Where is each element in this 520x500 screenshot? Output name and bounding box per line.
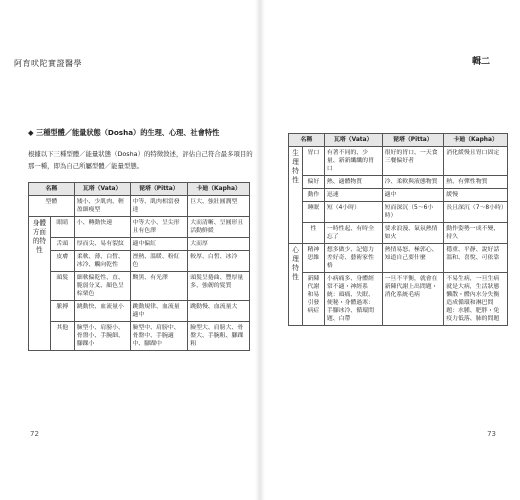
dosha-table-right xyxy=(288,133,508,326)
kapha-cell: 較厚、白皙、冰冷 xyxy=(188,251,250,272)
table-row xyxy=(29,251,250,272)
vata-cell: 小、轉動快速 xyxy=(74,217,130,238)
row-label: 性 xyxy=(302,223,324,244)
vata-cell: 有著不同的、少量、新新纖纖的胃口 xyxy=(324,147,382,176)
running-head: 阿育吠陀實證醫學 xyxy=(14,59,82,68)
kapha-cell: 大而厚 xyxy=(188,238,250,251)
kapha-cell: 長且深沉（7～8小時） xyxy=(444,202,508,223)
kapha-cell: 頭髮呈捲曲、豐厚量多、強韌的髮質 xyxy=(188,272,250,301)
vata-cell: 小病痛多、身體經常不適・神經系統：頭痛、失眠、便秘・身體過寒：手腳冰冷、循環問題、白帶 xyxy=(324,273,382,326)
row-label: 動作 xyxy=(302,189,324,202)
kapha-cell: 消化緩慢且胃口固定 xyxy=(444,147,508,176)
table-row xyxy=(289,147,508,176)
table-row xyxy=(289,189,508,202)
pitta-cell: 黝黑、有光澤 xyxy=(130,272,188,301)
table-row xyxy=(29,301,250,322)
dosha-table-left xyxy=(28,182,250,351)
table-row xyxy=(29,238,250,251)
page-number-right: 73 xyxy=(487,430,496,438)
pitta-cell: 很好的胃口、一天食三餐偏好者 xyxy=(382,147,444,176)
vata-cell: 熱、適體物質 xyxy=(324,176,382,189)
table-row xyxy=(289,223,508,244)
kapha-cell: 穩重、平靜、說好話溫和、喜悅、可依靠 xyxy=(444,244,508,273)
kapha-cell: 大而清晰、呈圓形且活動鮮緩 xyxy=(188,217,250,238)
category-physio: 生理特性 xyxy=(289,147,303,244)
row-label: 眼睛 xyxy=(50,217,74,238)
row-label: 皮膚 xyxy=(50,251,74,272)
row-label: 脈搏 xyxy=(50,301,74,322)
kapha-cell: 動作姿勢一成不變、持久 xyxy=(444,223,508,244)
kapha-cell: 不易生病，一旦生病就是大病，生活狀態懶散・體內水分失衡造成循環和淋巴問題：水腫、肥胖・免疫力低落、肺的問題 xyxy=(444,273,508,326)
vata-cell: 矮小、少肌肉、輕盈細瘦型 xyxy=(74,196,130,217)
row-label: 胃口 xyxy=(302,147,324,176)
book-gutter xyxy=(255,0,265,500)
table-row xyxy=(289,202,508,223)
table-header-row xyxy=(29,183,250,196)
chapter-label: 輯二 xyxy=(471,57,490,67)
table-row xyxy=(289,244,508,273)
pitta-cell: 一旦不平衡，就會在新陳代謝上出問題・消化系統毛病 xyxy=(382,273,444,326)
table-row xyxy=(289,176,508,189)
row-label: 舌頭 xyxy=(50,238,74,251)
header-name: 名稱 xyxy=(29,183,75,196)
row-label: 其他 xyxy=(50,322,74,351)
row-label: 偏好 xyxy=(302,176,324,189)
category-psych: 心理特性 xyxy=(289,244,303,326)
pitta-cell: 熱情易怒、極郭心、知道自己要什麼 xyxy=(382,244,444,273)
vata-cell: 細軟偏乾性、直、脆弱分叉、顏色呈棕栗色 xyxy=(74,272,130,301)
kapha-cell: 跳動慢、血流量大 xyxy=(188,301,250,322)
table-row xyxy=(29,322,250,351)
table-row xyxy=(29,196,250,217)
table-header-row xyxy=(289,134,508,147)
header-pitta: 琵塔（Pitta） xyxy=(382,134,444,147)
pitta-cell: 要求浪漫、氣氛熱情如火 xyxy=(382,223,444,244)
vata-cell: 臉型小、肩膀小、骨盤小、手腕細、腳踝小 xyxy=(74,322,130,351)
vata-cell: 厚而尖、易有裂紋 xyxy=(74,238,130,251)
vata-cell: 柔軟、薄、白皙、冰冷、觸向乾性 xyxy=(74,251,130,272)
kapha-cell: 緩慢 xyxy=(444,189,508,202)
row-label: 精神思維 xyxy=(302,244,324,273)
vata-cell: 迅速 xyxy=(324,189,382,202)
header-kapha: 卡廸（Kapha） xyxy=(444,134,508,147)
pitta-cell: 適中 xyxy=(382,189,444,202)
pitta-cell: 臉型中、肩膀中、骨盤中、手腕適中、腳踝中 xyxy=(130,322,188,351)
pitta-cell: 短而深沉（5～6小時） xyxy=(382,202,444,223)
header-kapha: 卡廸（Kapha） xyxy=(188,183,250,196)
row-label: 型體 xyxy=(29,196,75,217)
row-label: 睡眠 xyxy=(302,202,324,223)
intro-paragraph: 根據以下三種型體／能量狀態（Dosha）的特徵敘述，評估自己符合最多項目的那一種，即為自己所屬型體／能量型態。 xyxy=(28,150,253,170)
category-body: 身體方面的特性 xyxy=(29,217,51,351)
pitta-cell: 冷、柔軟與液態物質 xyxy=(382,176,444,189)
vata-cell: 想多做少、記憶力差好奇、藝術家性格 xyxy=(324,244,382,273)
pitta-cell: 中等、肌肉相當發達 xyxy=(130,196,188,217)
header-vata: 瓦塔（Vata） xyxy=(324,134,382,147)
table-row xyxy=(29,272,250,301)
vata-cell: 一時性起、有時全忘了 xyxy=(324,223,382,244)
kapha-cell: 臉型大、肩膀大、骨盤大、手腕粗、腳踝粗 xyxy=(188,322,250,351)
header-vata: 瓦塔（Vata） xyxy=(74,183,130,196)
row-label: 頭髮 xyxy=(50,272,74,301)
pitta-cell: 跳動規律、血流量適中 xyxy=(130,301,188,322)
pitta-cell: 適中偏紅 xyxy=(130,238,188,251)
section-title: ◆ 三種型體／能量狀態（Dosha）的生理、心理、社會特性 xyxy=(28,128,220,137)
kapha-cell: 巨大、強壯圓潤型 xyxy=(188,196,250,217)
pitta-cell: 中等大小、呈尖形且有色澤 xyxy=(130,217,188,238)
page-number-left: 72 xyxy=(30,430,39,438)
vata-cell: 短（4小時） xyxy=(324,202,382,223)
pitta-cell: 溼熱、溫暖、粉紅色 xyxy=(130,251,188,272)
header-name: 名稱 xyxy=(289,134,325,147)
vata-cell: 跳動快、血流量小 xyxy=(74,301,130,322)
table-row xyxy=(29,217,250,238)
header-pitta: 琵塔（Pitta） xyxy=(130,183,188,196)
row-label: 新陳代謝和易引發病症 xyxy=(302,273,324,326)
table-row xyxy=(289,273,508,326)
kapha-cell: 熱、有彈性物質 xyxy=(444,176,508,189)
